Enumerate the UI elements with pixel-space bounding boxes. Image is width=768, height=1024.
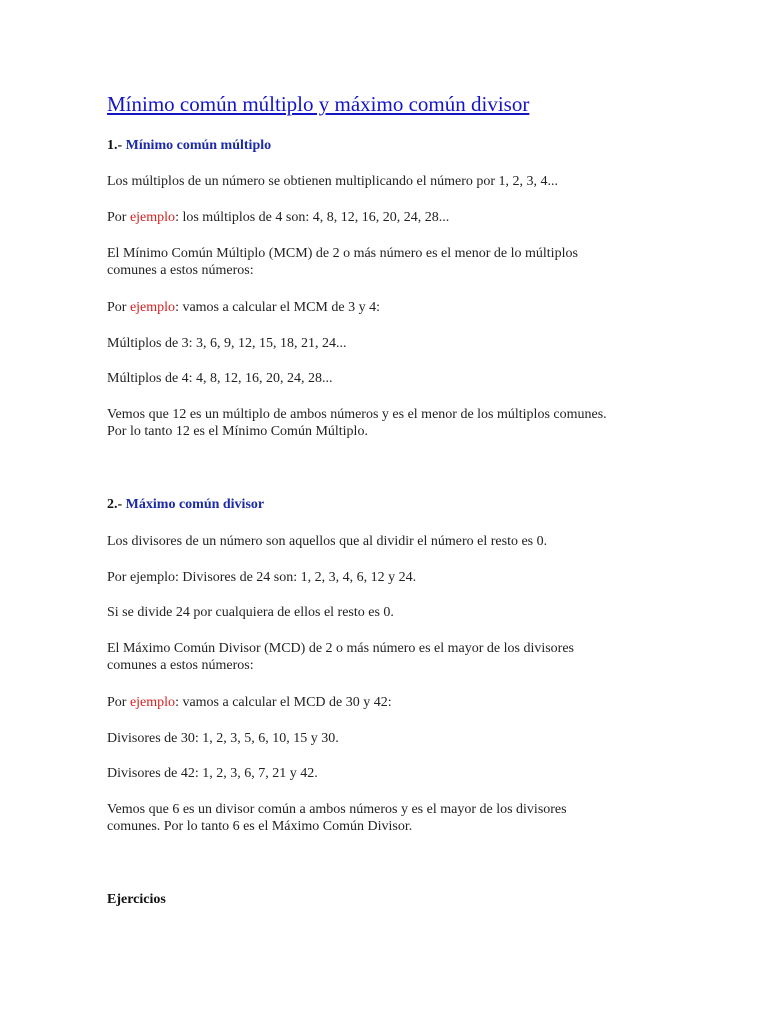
exercises-heading: Ejercicios [107,892,166,907]
section2-heading [107,497,264,513]
s1-p3-line2: comunes a estos números: [107,263,254,278]
s1-p2-prefix: Por [107,210,130,225]
s1-paragraph-2 [107,209,667,226]
s2-p4-line1: El Máximo Común Divisor (MCD) de 2 o más número es el mayor de los divisores [107,641,574,656]
section2-number: 2.- [107,497,123,512]
s1-p7-line1: Vemos que 12 es un múltiplo de ambos números y es el menor de los múltiplos comunes. [107,407,607,422]
s1-p2-suffix: : los múltiplos de 4 son: 4, 8, 12, 16, 20, 24, 28... [175,210,450,225]
s1-paragraph-1: Los múltiplos de un número se obtienen multiplicando el número por 1, 2, 3, 4... [107,174,559,189]
section1-number: 1.- [107,138,123,153]
s2-p5-suffix: : vamos a calcular el MCD de 30 y 42: [175,695,392,710]
s2-p8-line2: comunes. Por lo tanto 6 es el Máximo Común Divisor. [107,819,413,834]
s2-paragraph-4 [107,640,667,674]
s2-paragraph-8 [107,801,667,835]
s2-paragraph-7: Divisores de 42: 1, 2, 3, 6, 7, 21 y 42. [107,766,318,781]
s2-paragraph-6: Divisores de 30: 1, 2, 3, 5, 6, 10, 15 y 30. [107,731,339,746]
s1-p3-line1: El Mínimo Común Múltiplo (MCM) de 2 o más número es el menor de lo múltiplos [107,246,578,261]
s1-paragraph-5: Múltiplos de 3: 3, 6, 9, 12, 15, 18, 21, 24... [107,336,347,351]
s2-paragraph-2: Por ejemplo: Divisores de 24 son: 1, 2, 3, 4, 6, 12 y 24. [107,570,417,585]
s2-p5-prefix: Por [107,695,130,710]
s2-paragraph-5 [107,694,667,711]
s1-paragraph-7 [107,406,667,440]
s1-paragraph-4 [107,299,667,316]
s1-paragraph-6: Múltiplos de 4: 4, 8, 12, 16, 20, 24, 28... [107,371,333,386]
s2-p8-line1: Vemos que 6 es un divisor común a ambos números y es el mayor de los divisores [107,802,567,817]
section2-title: Máximo común divisor [125,497,265,512]
s1-p7-line2: Por lo tanto 12 es el Mínimo Común Múltiplo. [107,424,368,439]
s2-p5-ejemplo: ejemplo [129,695,176,710]
s1-p4-prefix: Por [107,300,130,315]
s1-paragraph-3 [107,245,667,279]
section1-heading [107,138,271,154]
s2-paragraph-1: Los divisores de un número son aquellos que al dividir el número el resto es 0. [107,534,548,549]
s1-p2-ejemplo: ejemplo [129,210,176,225]
s2-paragraph-3: Si se divide 24 por cualquiera de ellos el resto es 0. [107,605,394,620]
s2-p4-line2: comunes a estos números: [107,658,254,673]
s1-p4-suffix: : vamos a calcular el MCM de 3 y 4: [175,300,380,315]
section1-title: Mínimo común múltiplo [125,138,272,153]
document-title: Mínimo común múltiplo y máximo común divisor [107,92,530,116]
s1-p4-ejemplo: ejemplo [129,300,176,315]
